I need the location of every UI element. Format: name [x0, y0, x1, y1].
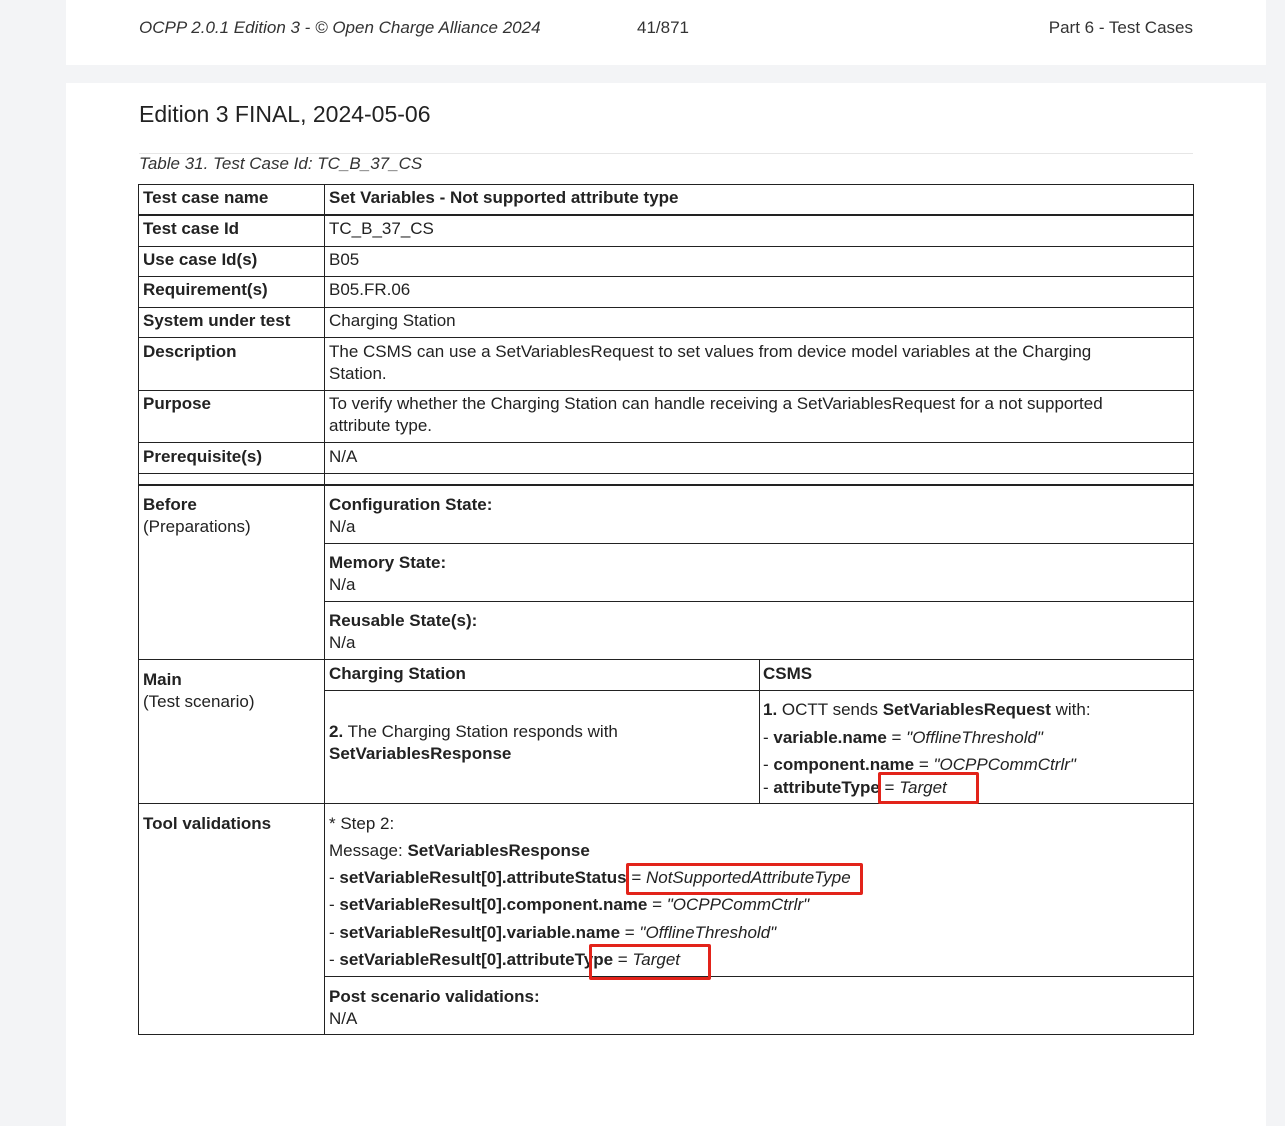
header-section: Part 6 - Test Cases: [1048, 18, 1193, 37]
validation-attribute-status: - setVariableResult[0].attributeStatus = NotSupportedAttributeType: [329, 868, 851, 887]
value-purpose-line2: attribute type.: [329, 416, 433, 435]
post-scenario-value: N/A: [329, 1009, 358, 1028]
label-test-case-name: Test case name: [143, 188, 269, 207]
row-divider: [139, 214, 1193, 216]
table-caption: Table 31. Test Case Id: TC_B_37_CS: [139, 154, 423, 173]
post-scenario-title: Post scenario validations:: [329, 987, 540, 1006]
memory-state-value: N/a: [329, 575, 356, 594]
reusable-state-title: Reusable State(s):: [329, 611, 478, 630]
csms-param-attribute-type: - attributeType = Target: [763, 778, 947, 797]
tool-step: * Step 2:: [329, 814, 395, 833]
row-divider: [139, 803, 1193, 804]
highlight-box-attribute-status: [626, 863, 863, 895]
column-header-csms: CSMS: [763, 664, 813, 683]
label-test-scenario: (Test scenario): [143, 692, 255, 711]
header-title: OCPP 2.0.1 Edition 3 - © Open Charge Alliance 2024: [139, 18, 541, 37]
column-divider: [759, 659, 760, 803]
column-divider: [324, 185, 325, 1034]
csms-step-line: 1. OCTT sends SetVariablesRequest with:: [763, 700, 1091, 719]
cs-step-message: SetVariablesResponse: [329, 744, 512, 763]
row-divider: [325, 976, 1193, 977]
row-divider: [139, 473, 1193, 474]
label-requirements: Requirement(s): [143, 280, 268, 299]
edition-title: Edition 3 FINAL, 2024-05-06: [139, 101, 431, 127]
label-purpose: Purpose: [143, 394, 212, 413]
test-case-table: [138, 184, 1194, 1035]
page-header: [66, 0, 1266, 65]
label-test-case-id: Test case Id: [143, 219, 240, 238]
value-purpose-line1: To verify whether the Charging Station can handle receiving a SetVariablesRequest for a not supported: [329, 394, 1103, 413]
value-requirements: B05.FR.06: [329, 280, 411, 299]
cs-step-line: 2. The Charging Station responds with: [329, 722, 618, 741]
label-prerequisites: Prerequisite(s): [143, 447, 263, 466]
label-main: Main: [143, 670, 182, 689]
configuration-state-value: N/a: [329, 517, 356, 536]
row-divider: [139, 276, 1193, 277]
highlight-box-attribute-type: [878, 772, 979, 804]
column-header-charging-station: Charging Station: [329, 664, 466, 683]
page-number: 41/871: [637, 18, 689, 37]
label-use-case-ids: Use case Id(s): [143, 250, 258, 269]
label-tool-validations: Tool validations: [143, 814, 272, 833]
row-divider: [325, 543, 1193, 544]
csms-param-variable-name: - variable.name = "OfflineThreshold": [763, 728, 1043, 747]
value-test-case-id: TC_B_37_CS: [329, 219, 434, 238]
value-description-line1: The CSMS can use a SetVariablesRequest to set values from device model variables at the Charging: [329, 342, 1092, 361]
memory-state-title: Memory State:: [329, 553, 447, 572]
value-test-case-name: Set Variables - Not supported attribute type: [329, 188, 679, 207]
label-system-under-test: System under test: [143, 311, 291, 330]
label-preparations: (Preparations): [143, 517, 251, 536]
row-divider: [139, 337, 1193, 338]
label-description: Description: [143, 342, 237, 361]
row-divider: [139, 484, 1193, 486]
tool-message: Message: SetVariablesResponse: [329, 841, 590, 860]
row-divider: [139, 442, 1193, 443]
row-divider: [139, 307, 1193, 308]
row-divider: [139, 659, 1193, 660]
csms-param-component-name: - component.name = "OCPPCommCtrlr": [763, 755, 1076, 774]
label-before: Before: [143, 495, 197, 514]
value-prerequisites: N/A: [329, 447, 358, 466]
highlight-box-validation-attribute-type: [589, 944, 711, 980]
validation-attribute-type: - setVariableResult[0].attributeType = Target: [329, 950, 680, 969]
row-divider: [325, 601, 1193, 602]
row-divider: [139, 246, 1193, 247]
reusable-state-value: N/a: [329, 633, 356, 652]
configuration-state-title: Configuration State:: [329, 495, 493, 514]
value-use-case-ids: B05: [329, 250, 360, 269]
value-system-under-test: Charging Station: [329, 311, 456, 330]
row-divider: [139, 390, 1193, 391]
value-description-line2: Station.: [329, 364, 387, 383]
validation-component-name: - setVariableResult[0].component.name = "OCPPCommCtrlr": [329, 895, 810, 914]
validation-variable-name: - setVariableResult[0].variable.name = "OfflineThreshold": [329, 923, 777, 942]
